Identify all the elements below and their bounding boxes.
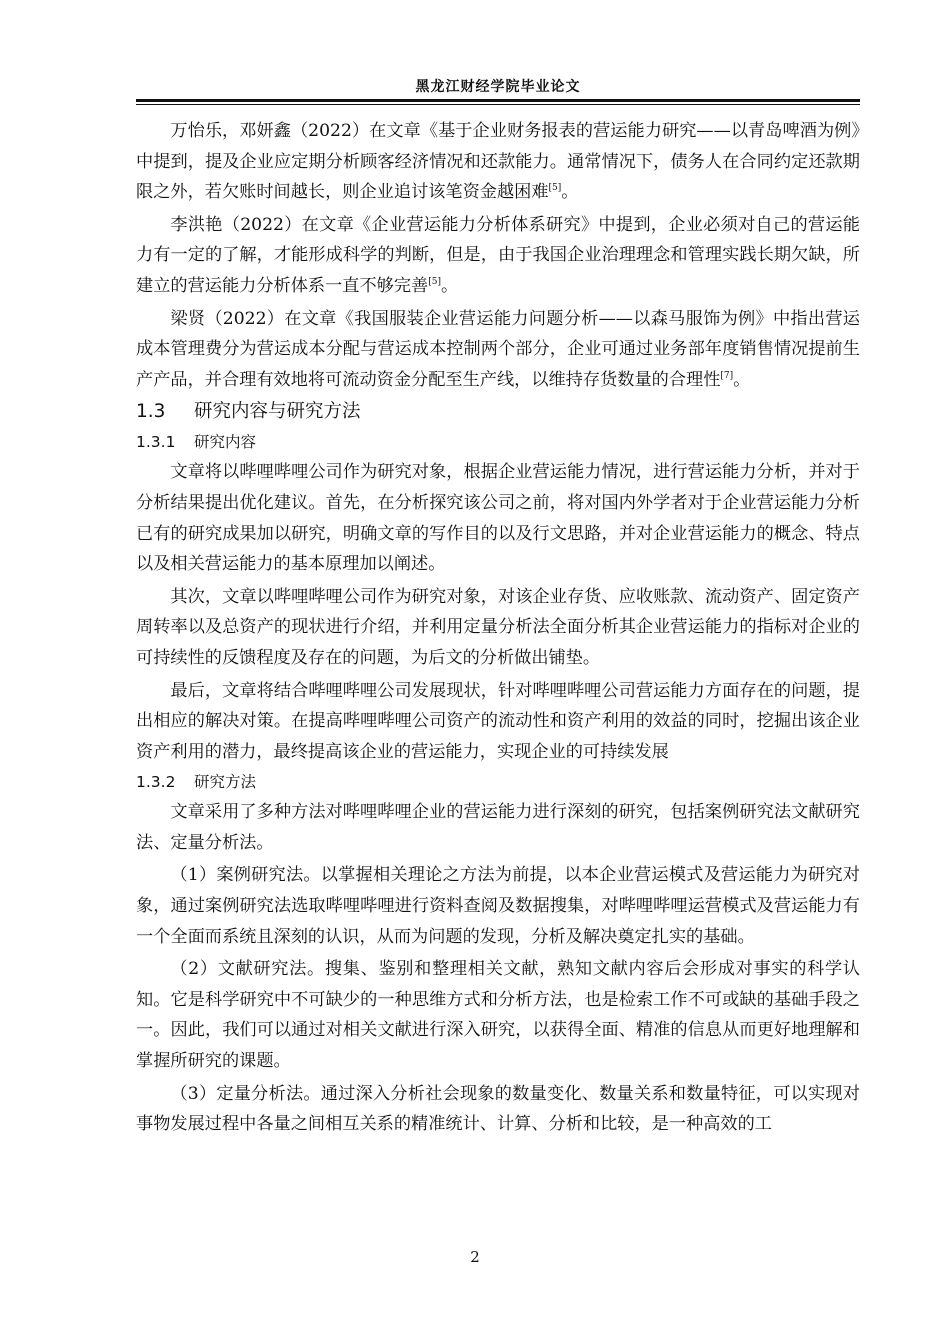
paragraph: 梁贤（2022）在文章《我国服装企业营运能力问题分析——以森马服饰为例》中指出营运成本管理费分为营运成本分配与营运成本控制两个部分，企业可通过业务部年度销售情况提前生产产品，并合理有效地将可流动资金分配至生产线，以维持存货数量的合理性[7]。 [136, 308, 860, 390]
paragraph: 文章采用了多种方法对哔哩哔哩企业的营运能力进行深刻的研究，包括案例研究法文献研究法、定量分析法。 [136, 802, 860, 853]
header-rule-thin [136, 104, 860, 105]
page-number: 2 [470, 1248, 480, 1266]
paragraph: （2）文献研究法。搜集、鉴别和整理相关文献，熟知文献内容后会形成对事实的科学认知。它是科学研究中不可缺少的一种思维方式和分析方法，也是检索工作不可或缺的基础手段之一。因此，我们可以通过对相关文献进行深入研究，以获得全面、精准的信息从而更好地理解和掌握所研究的课题。 [136, 959, 860, 1072]
paragraph: （1）案例研究法。以掌握相关理论之方法为前提，以本企业营运模式及营运能力为研究对象，通过案例研究法选取哔哩哔哩进行资料查阅及数据搜集，对哔哩哔哩运营模式及营运能力有一个全面而系统且深刻的认识，从而为问题的发现，分析及解决奠定扎实的基础。 [136, 865, 860, 947]
citation-ref: [7] [720, 370, 734, 381]
citation-ref: [5] [428, 276, 441, 287]
citation-ref: [5] [548, 183, 562, 194]
subsection-heading-1-3-2: 1.3.2 研究方法 [136, 773, 257, 792]
section-heading-1-3: 1.3 研究内容与研究方法 [136, 401, 361, 423]
paragraph: 其次，文章以哔哩哔哩公司作为研究对象，对该企业存货、应收账款、流动资产、固定资产周转率以及总资产的现状进行介绍，并利用定量分析法全面分析其企业营运能力的指标对企业的可持续性的反馈程度及存在的问题，为后文的分析做出铺垫。 [136, 586, 860, 668]
subsection-heading-1-3-1: 1.3.1 研究内容 [136, 433, 257, 452]
paragraph: 万怡乐，邓妍鑫（2022）在文章《基于企业财务报表的营运能力研究——以青岛啤酒为例》中提到，提及企业应定期分析顾客经济情况和还款能力。通常情况下，债务人在合同约定还款期限之外，若欠账时间越长，则企业追讨该笔资金越困难[5]。 [136, 121, 860, 203]
header-rule-thick [136, 99, 860, 102]
running-header: 黑龙江财经学院毕业论文 [415, 79, 581, 95]
body-text [136, 116, 860, 1140]
paragraph: 李洪艳（2022）在文章《企业营运能力分析体系研究》中提到，企业必须对自己的营运能力有一定的了解，才能形成科学的判断，但是，由于我国企业治理理念和管理实践长期欠缺，所建立的营运能力分析体系一直不够完善[5]。 [136, 214, 860, 296]
paragraph: 最后，文章将结合哔哩哔哩公司发展现状，针对哔哩哔哩公司营运能力方面存在的问题，提出相应的解决对策。在提高哔哩哔哩公司资产的流动性和资产利用的效益的同时，挖掘出该企业资产利用的潜力，最终提高该企业的营运能力，实现企业的可持续发展 [136, 680, 860, 762]
paragraph: （3）定量分析法。通过深入分析社会现象的数量变化、数量关系和数量特征，可以实现对事物发展过程中各量之间相互关系的精准统计、计算、分析和比较，是一种高效的工 [136, 1083, 860, 1135]
paragraph: 文章将以哔哩哔哩公司作为研究对象，根据企业营运能力情况，进行营运能力分析，并对于分析结果提出优化建议。首先，在分析探究该公司之前，将对国内外学者对于企业营运能力分析已有的研究成果加以研究，明确文章的写作目的以及行文思路，并对企业营运能力的概念、特点以及相关营运能力的基本原理加以阐述。 [136, 462, 860, 575]
